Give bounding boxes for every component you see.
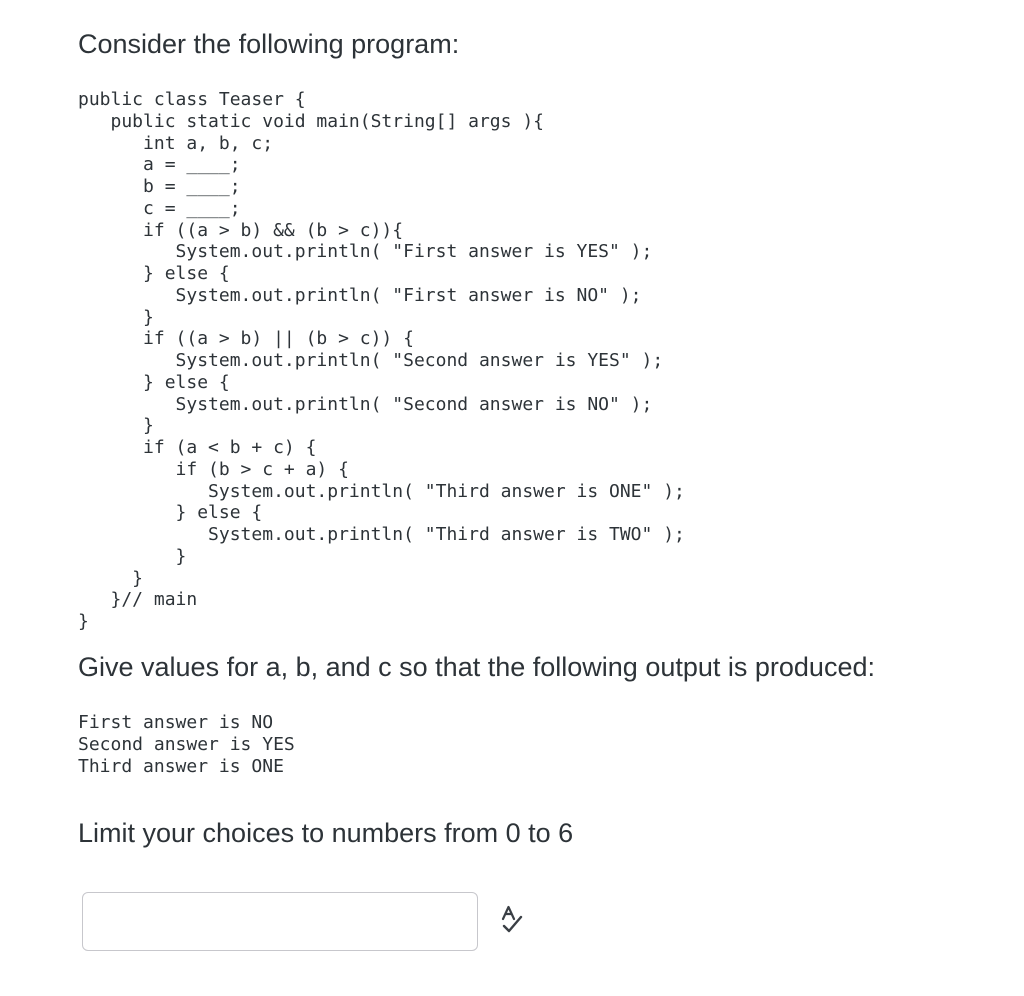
code-line: System.out.println( "Third answer is TWO" ); (78, 524, 685, 545)
code-line: b = ____; (78, 176, 241, 197)
code-line: if (a < b + c) { (78, 437, 317, 458)
code-line: if ((a > b) && (b > c)){ (78, 219, 404, 241)
code-line: } (78, 545, 187, 567)
code-line: System.out.println( "Third answer is ONE" ); (78, 480, 685, 502)
code-line: System.out.println( "Second answer is YES" ); (78, 350, 664, 371)
code-line: }// main (78, 589, 198, 611)
code-line: public static void main(String[] args ){ (78, 110, 544, 132)
code-line: public class Teaser { (78, 89, 306, 110)
output-line: Second answer is YES (78, 733, 295, 755)
output-line: Third answer is ONE (78, 755, 284, 777)
code-line: System.out.println( "Second answer is NO" ); (78, 393, 653, 415)
code-line: } (78, 415, 154, 437)
code-line: a = ____; (78, 154, 241, 176)
spellcheck-icon[interactable] (496, 904, 528, 938)
code-line: if (b > c + a) { (78, 458, 349, 480)
code-line: } else { (78, 371, 230, 393)
question-instruction: Give values for a, b, and c so that the following output is produced: (78, 652, 875, 682)
code-line: } else { (78, 263, 230, 284)
code-line: } (78, 567, 144, 589)
expected-output (78, 712, 295, 777)
code-line: } (78, 611, 89, 632)
code-line: System.out.println( "First answer is YES" ); (78, 241, 653, 263)
code-line: if ((a > b) || (b > c)) { (78, 328, 414, 350)
answer-input[interactable] (82, 892, 478, 951)
question-limit: Limit your choices to numbers from 0 to 6 (78, 818, 574, 848)
output-line: First answer is NO (78, 712, 274, 733)
code-line: } else { (78, 502, 263, 524)
program-code (78, 89, 685, 633)
code-line: System.out.println( "First answer is NO" ); (78, 284, 642, 306)
question-heading: Consider the following program: (78, 29, 460, 59)
code-line: int a, b, c; (78, 132, 274, 154)
code-line: c = ____; (78, 197, 241, 219)
code-line: } (78, 306, 154, 328)
